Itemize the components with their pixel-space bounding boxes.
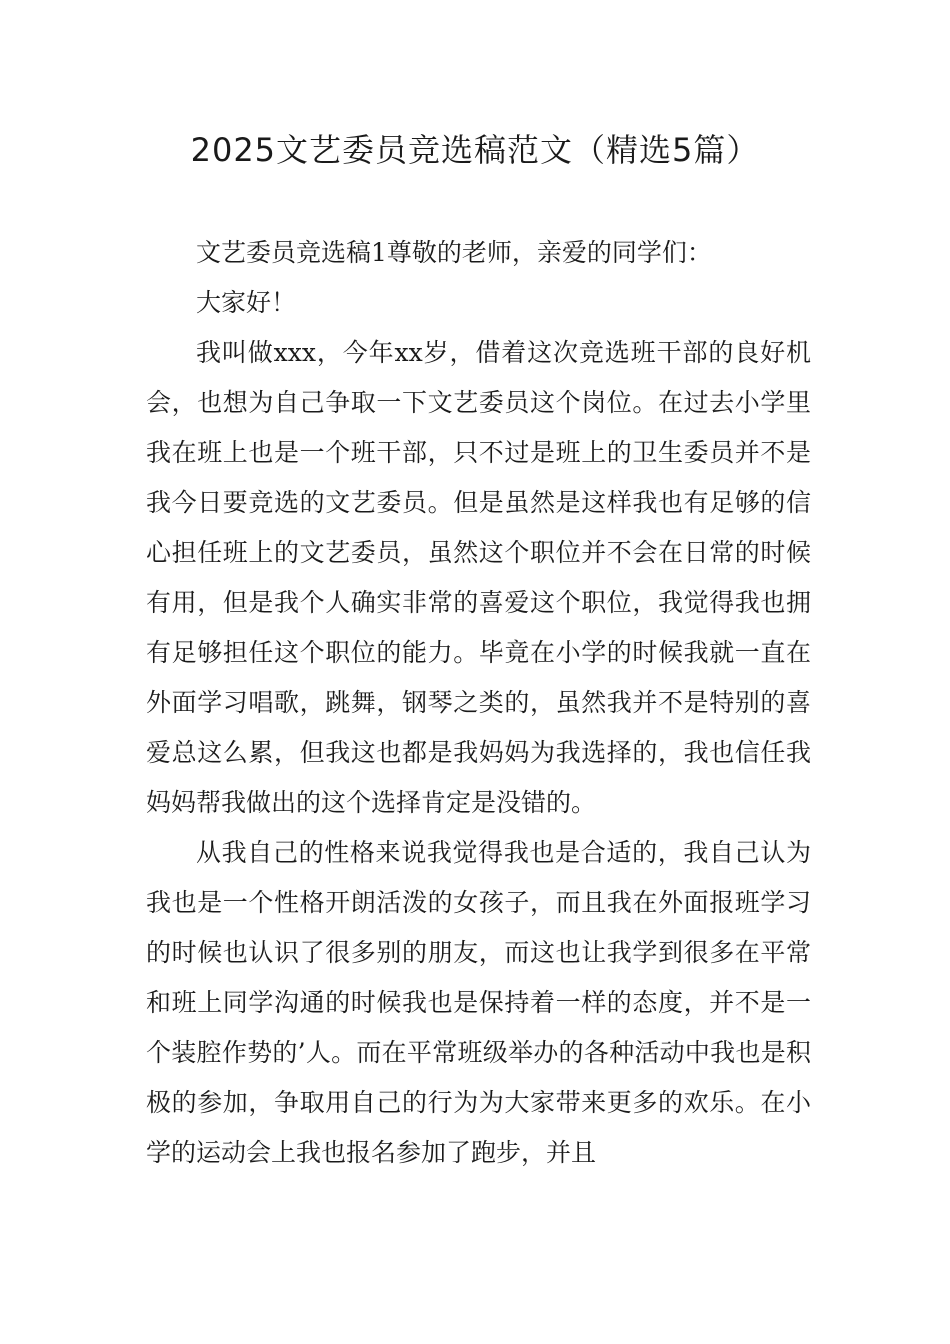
- document-title: 2025文艺委员竞选稿范文（精选5篇）: [190, 131, 760, 169]
- paragraph-greeting: 文艺委员竞选稿1尊敬的老师，亲爱的同学们：: [196, 238, 712, 267]
- paragraph-introduction: 我叫做xxx，今年xx岁，借着这次竞选班干部的良好机会，也想为自己争取一下文艺委员这个岗位。在过去小学里我在班上也是一个班干部，只不过是班上的卫生委员并不是我今日要竞选的文艺委员。但是虽然是这样我也有足够的信心担任班上的文艺委员，虽然这个职位并不会在日常的时候有用，但是我个人确实非常的喜爱这个职位，我觉得我也拥有足够担任这个职位的能力。毕竟在小学的时候我就一直在外面学习唱歌，跳舞，钢琴之类的，虽然我并不是特别的喜爱总这么累，但我这也都是我妈妈为我选择的，我也信任我妈妈帮我做出的这个选择肯定是没错的。: [146, 338, 811, 817]
- paragraph-hello: 大家好！: [196, 288, 297, 317]
- paragraph-personality: 从我自己的性格来说我觉得我也是合适的，我自己认为我也是一个性格开朗活泼的女孩子，而且我在外面报班学习的时候也认识了很多别的朋友，而这也让我学到很多在平常和班上同学沟通的时候我也是保持着一样的态度，并不是一个装腔作势的’人。而在平常班级举办的各种活动中我也是积极的参加，争取用自己的行为为大家带来更多的欢乐。在小学的运动会上我也报名参加了跑步，并且: [146, 838, 811, 1167]
- document-body: [146, 228, 811, 1178]
